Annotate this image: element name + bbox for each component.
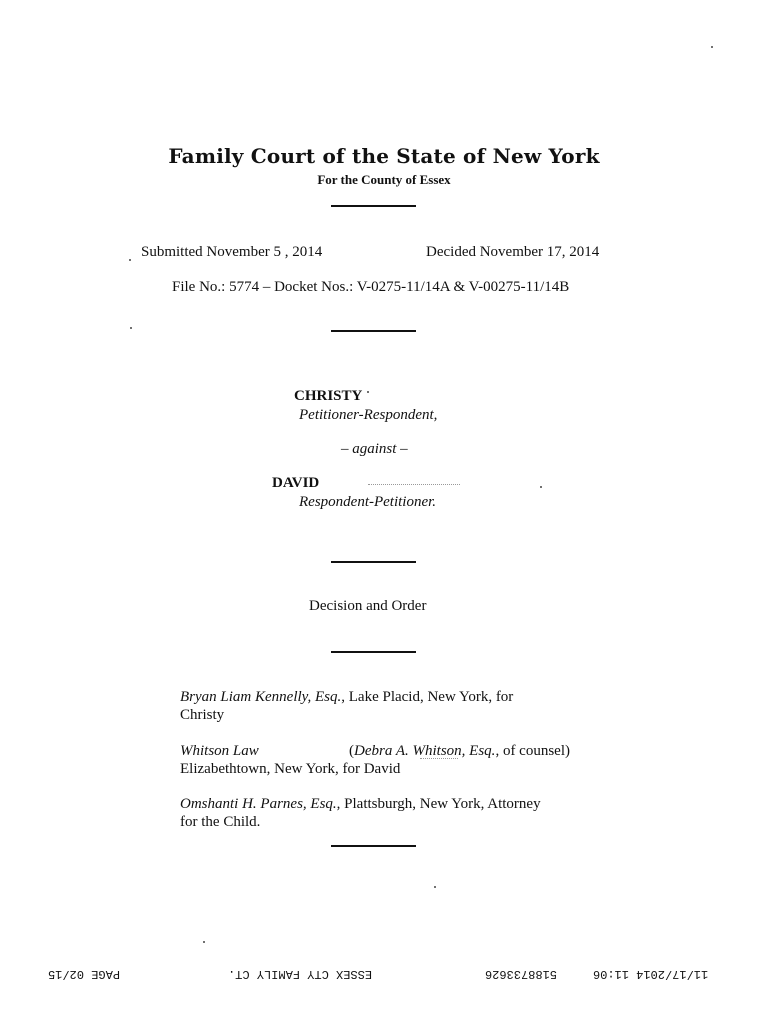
fax-page-number: PAGE 02/15 [48,967,121,981]
divider-top [331,205,416,207]
petitioner-role: Petitioner-Respondent, [299,407,438,423]
respondent-name: DAVID [272,475,320,491]
counsel-location: , Lake Placid, New York, for [341,689,514,705]
submitted-date: Submitted November 5 , 2014 [141,244,323,260]
counsel-name: Bryan Liam Kennelly, Esq. [180,689,342,705]
counsel-entry-respondent [180,742,570,778]
scan-speck [130,327,132,329]
counsel-client: Elizabethtown, New York, for David [180,761,401,777]
counsel-name: Omshanti H. Parnes, Esq. [180,796,337,812]
file-docket-line: File No.: 5774 – Docket Nos.: V-0275-11/14A & V-00275-11/14B [172,279,570,295]
divider-caption-top [331,330,416,332]
counsel-client: Christy [180,707,225,723]
fax-date-time: 11/17/2014 11:06 [593,967,709,981]
counsel-entry-petitioner [180,688,570,724]
decided-date: Decided November 17, 2014 [426,244,600,260]
respondent-role: Respondent-Petitioner. [299,494,437,510]
scan-speck [434,886,436,888]
counsel-of-counsel-suffix: , of counsel) [495,743,570,759]
fax-phone: 5188733626 [485,967,558,981]
counsel-entry-child [180,795,570,831]
scan-speck [540,486,542,488]
county-subtitle: For the County of Essex [317,172,451,187]
scan-speck [711,46,713,48]
divider-counsel-top [331,651,416,653]
counsel-of-counsel: Debra A. Whitson, Esq. [354,743,496,759]
redaction-mark [368,484,460,485]
decision-title: Decision and Order [309,598,427,614]
scan-speck [129,259,131,261]
petitioner-name: CHRISTY [294,388,363,404]
counsel-firm: Whitson Law [180,743,259,759]
counsel-location: , Plattsburgh, New York, Attorney [336,796,541,812]
divider-bottom [331,845,416,847]
scan-speck [367,391,369,393]
redaction-mark [420,758,458,759]
divider-caption-bottom [331,561,416,563]
fax-sender: ESSEX CTY FAMILY CT. [228,967,373,981]
against-label: – against – [341,441,408,457]
court-title: Family Court of the State of New York [168,144,600,168]
paren-open: ( [349,743,355,759]
counsel-client: for the Child. [180,814,261,830]
scan-speck [203,941,205,943]
